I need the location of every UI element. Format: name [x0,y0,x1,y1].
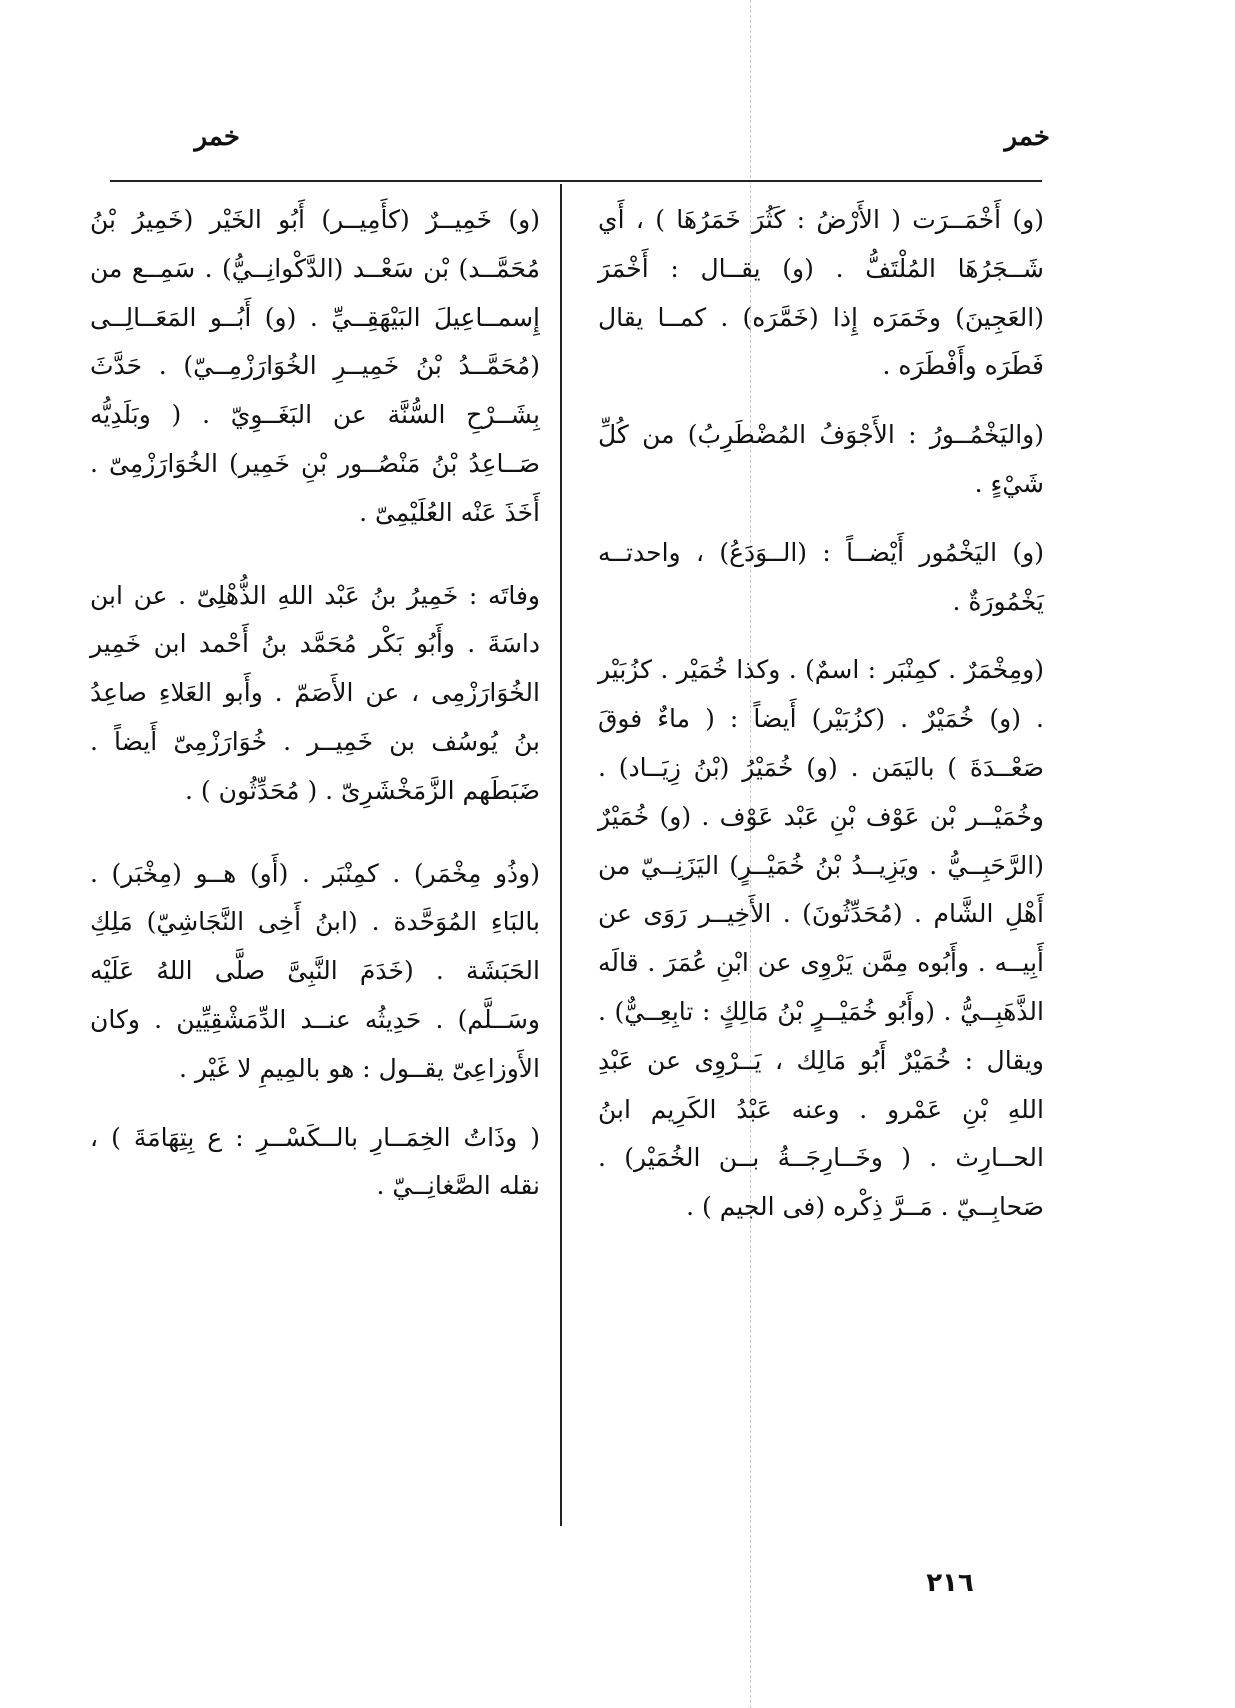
page-number: ٢١٦ [926,1568,974,1598]
paragraph: (واليَخْمُــورُ : الأَجْوَفُ المُضْطَرِبُ) من كُلِّ شَيْءٍ . [598,420,1044,498]
column-divider [560,184,562,1526]
paragraph: (ومِخْمَرٌ . كمِنْبَر : اسمٌ) . وكذا خُمَيْر . كزُبَيْر . (و) خُمَيْرٌ . (كزُبَيْر) أَيضاً : ( ماءٌ فوقَ صَعْــدَةَ ) باليَمَن . (و) خُمَيْرُ (بْنُ زِيَــاد) . وخُمَيْــر بْن عَوْف بْنِ عَبْد عَوْف . (و) خُمَيْرٌ (الرَّحَبِــيُّ . ويَزِيــدُ بْنُ خُمَيْــرٍ) اليَزَنِــيّ من أَهْلِ الشَّام . (مُحَدِّثُونَ) . الأَخِيــر رَوَى عن أَبِيــه . وأَبُوه مِمَّن يَرْوِى عن ابْنِ عُمَرَ . قالَه الذَّهَبِــيُّ . (وأَبُو خُمَيْــرٍ بْنُ مَالِكٍ : تابِعِــيٌّ) . ويقال : خُمَيْرٌ أَبُو مَالِك ، يَــرْوِى عن عَبْدِ اللهِ بْنِ عَمْرو . وعنه عَبْدُ الكَرِيم ابنُ الحــارِث . ( وخَــارِجَــةُ بــن الخُمَيْر) . صَحابِــيّ . مَــرَّ ذِكْره (فى الجيم ) . [598,655,1044,1222]
left-column [90,196,540,1231]
paragraph: (و) اليَخْمُور أَيْضــاً : (الــوَدَعُ) ، واحدتــه يَخْمُورَةٌ . [598,537,1044,616]
paragraph: (و) خَمِيــرٌ (كأَمِيــر) أَبُو الخَيْر (خَمِيرُ بْنُ مُحَمَّــد) بْن سَعْــد (الدَّكْوانِــيُّ) . سَمِــع من إِسمــاعِيلَ البَيْهَقِــيِّ . (و) أَبُــو المَعَــالِــى (مُحَمَّــدُ بْنُ خَمِيــرِ الخُوَارَزْمِــيّ) . حَدَّثَ بِشَــرْحِ السُّنَّة عن البَغَــوِيّ . ( وبَلَدِيُّه صَــاعِدُ بْنُ مَنْصُــور بْنِ خَمِير) الخُوَارَزْمِىّ . أَخَذَ عَنْه العُلَيْمِىّ . [90,205,540,527]
paragraph: وفاتَه : خَمِيرُ بنُ عَبْد اللهِ الذُّهْلِىّ . عن ابن داسَةَ . وأَبُو بَكْر مُحَمَّد بنُ أَحْمد ابن خَمِير الخُوَارَزْمِى ، عن الأَصَمّ . وأَبو العَلاءِ صاعِدُ بنُ يُوسُف بن خَمِيــر . خُوَارَزْمِىّ أَيضاً . ضَبَطَهم الزَّمَخْشَرِىّ . ( مُحَدِّثُون ) . [90,580,540,805]
paragraph: ( وذَاتُ الخِمَــارِ بالــكَسْــرِ : ع بِتِهَامَةَ ) ، نقله الصَّغانِــيّ . [90,1122,540,1201]
running-header-right: خمر [1004,122,1050,152]
paragraph: (و) أَخْمَــرَت ( الأَرْضُ : كَثُرَ خَمَرُهَا ) ، أَي شَــجَرُهَا المُلْتَفُّ . (و) يقــال : أَخْمَرَ (العَجِينَ) وخَمَرَه إِذا (خَمَّرَه) . كمــا يقال فَطَرَه وأَفْطَرَه . [598,205,1044,381]
paragraph: (وذُو مِخْمَر) . كمِنْبَر . (أَو) هــو (مِخْبَر) . بالبَاءِ المُوَحَّدة . (ابنُ أَخِى النَّجَاشِيّ) مَلِكِ الحَبَشَة . (خَدَمَ النَّبِىَّ صلَّى اللهُ عَلَيْه وسَــلَّم) . حَدِيثُه عنــد الدِّمَشْقِيِّين . وكان الأَوزاعِىّ يقــول : هو بالمِيمِ لا غَيْر . [90,858,540,1083]
header-rule [110,180,1042,182]
running-header-left: خمر [194,122,240,152]
right-column [598,196,1044,1252]
